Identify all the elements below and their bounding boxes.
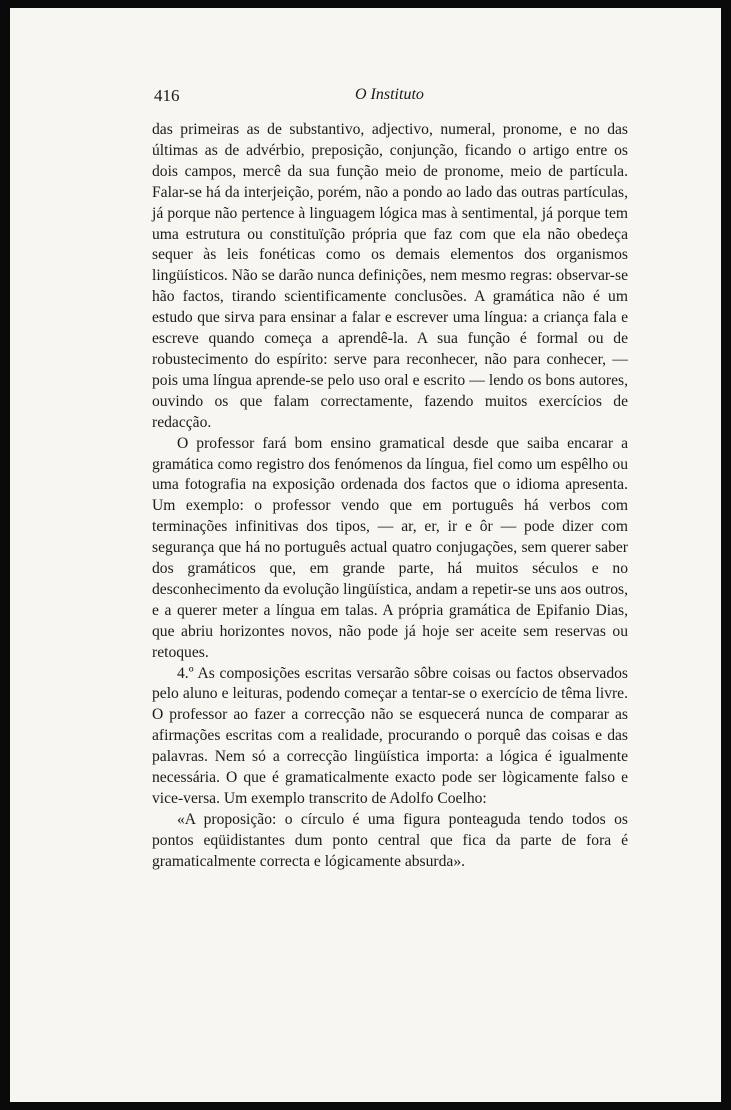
page-header [150,86,625,110]
quote-paragraph: «A proposição: o círculo é uma figura ponteaguda tendo todos os pontos eqüidistantes dum ponto central que fica da parte de fora é gramaticalmente correcta e lógicamente absurda». [152,810,628,870]
paragraph-3-text: As composições escritas versarão sôbre coisas ou factos observados pelo aluno e leituras, podendo começar a tentar-se o exercício de têma livre. O professor ao fazer a correcção não se esquecerá nunca de comparar as afirmações escritas com a realidade, procurando o porquê das coisas e das palavras. Nem só a correcção lingüística importa: a lógica é igualmente necessária. O que é gramaticalmente exacto pode ser lògicamente falso e vice-versa. Um exemplo transcrito de Adolfo Coelho: [152,664,628,807]
body-text [152,120,628,873]
running-title: O Instituto [355,86,424,103]
book-page [10,8,721,1102]
page-number: 416 [154,86,180,105]
paragraph-2: O professor fará bom ensino gramatical desde que saiba encarar a gramática como registro dos fenómenos da língua, fiel como um espêlho ou uma fotografia na exposição ordenada dos factos que o idioma apresenta. Um exemplo: o professor vendo que em português há verbos com terminações infinitivas dos tipos, — ar, er, ir e ôr — pode dizer com segurança que há no português actual quatro conjugações, sem querer saber dos gramáticos que, em grande parte, há muitos séculos e no desconhecimento da evolução lingüística, andam a repetir-se uns aos outros, e a querer meter a língua em talas. A própria gramática de Epifanio Dias, que abriu horizontes novos, não pode já hoje ser aceite sem reservas ou retoques. [152,434,628,661]
paragraph-3 [152,664,628,810]
section-number: 4.º [177,664,194,682]
paragraph-1: das primeiras as de substantivo, adjectivo, numeral, pronome, e no das últimas as de advérbio, preposição, conjunção, ficando o artigo entre os dois campos, mercê da sua função meio de pronome, meio de partícula. Falar-se há da interjeição, porém, não a pondo ao lado das outras partículas, já porque não pertence à linguagem lógica mas à sentimental, já porque tem uma estrutura ou constituïção própria que faz com que ela não obedeça sequer às leis fonéticas como os demais elementos dos organismos lingüísticos. Não se darão nunca definições, nem mesmo regras: observar-se hão factos, tirando scientificamente conclusões. A gramática não é um estudo que sirva para ensinar a falar e escrever uma língua: a criança fala e escreve quando começa a aprendê-la. A sua função é formal ou de robustecimento do espírito: serve para reconhecer, não para conhecer, — pois uma língua aprende-se pelo uso oral e escrito — lendo os bons autores, ouvindo os que falam correctamente, fazendo muitos exercícios de redacção. [152,121,628,431]
